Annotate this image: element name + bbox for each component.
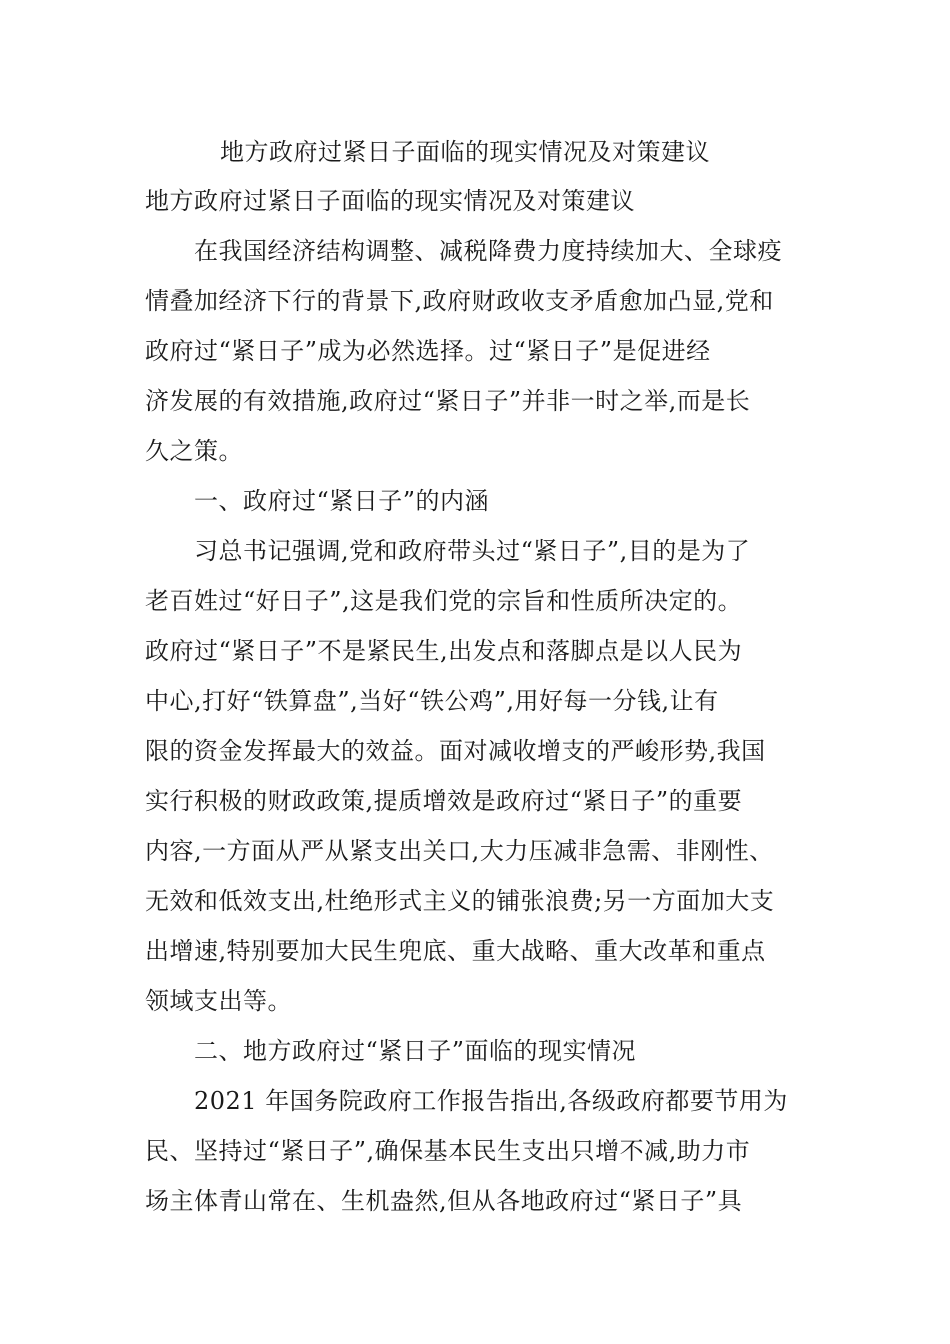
document-title: 地方政府过紧日子面临的现实情况及对策建议 [220,138,710,166]
document-line: 情叠加经济下行的背景下,政府财政收支矛盾愈加凸显,党和 [145,287,774,315]
document-line: 领域支出等。 [145,987,292,1015]
document-line: 政府过“紧日子”成为必然选择。过“紧日子”是促进经 [145,337,711,365]
document-line: 实行积极的财政政策,提质增效是政府过“紧日子”的重要 [145,787,743,815]
document-line: 政府过“紧日子”不是紧民生,出发点和落脚点是以人民为 [145,637,743,665]
document-line: 2021 年国务院政府工作报告指出,各级政府都要节用为 [145,1087,788,1115]
document-line: 出增速,特别要加大民生兜底、重大战略、重大改革和重点 [145,937,766,965]
document-line: 中心,打好“铁算盘”,当好“铁公鸡”,用好每一分钱,让有 [145,687,719,715]
document-line: 在我国经济结构调整、减税降费力度持续加大、全球疫 [145,237,782,265]
document-line: 无效和低效支出,杜绝形式主义的铺张浪费;另一方面加大支 [145,887,775,915]
document-line: 习总书记强调,党和政府带头过“紧日子”,目的是为了 [145,537,751,565]
document-line: 老百姓过“好日子”,这是我们党的宗旨和性质所决定的。 [145,587,743,615]
document-line: 限的资金发挥最大的效益。面对减收增支的严峻形势,我国 [145,737,766,765]
document-line: 地方政府过紧日子面临的现实情况及对策建议 [145,187,635,215]
section-heading: 一、政府过“紧日子”的内涵 [145,487,490,515]
document-line: 场主体青山常在、生机盎然,但从各地政府过“紧日子”具 [145,1187,743,1215]
document-line: 久之策。 [145,437,243,465]
document-line: 济发展的有效措施,政府过“紧日子”并非一时之举,而是长 [145,387,751,415]
section-heading: 二、地方政府过“紧日子”面临的现实情况 [145,1037,637,1065]
document-line: 民、坚持过“紧日子”,确保基本民生支出只增不减,助力市 [145,1137,751,1165]
document-line: 内容,一方面从严从紧支出关口,大力压减非急需、非刚性、 [145,837,774,865]
